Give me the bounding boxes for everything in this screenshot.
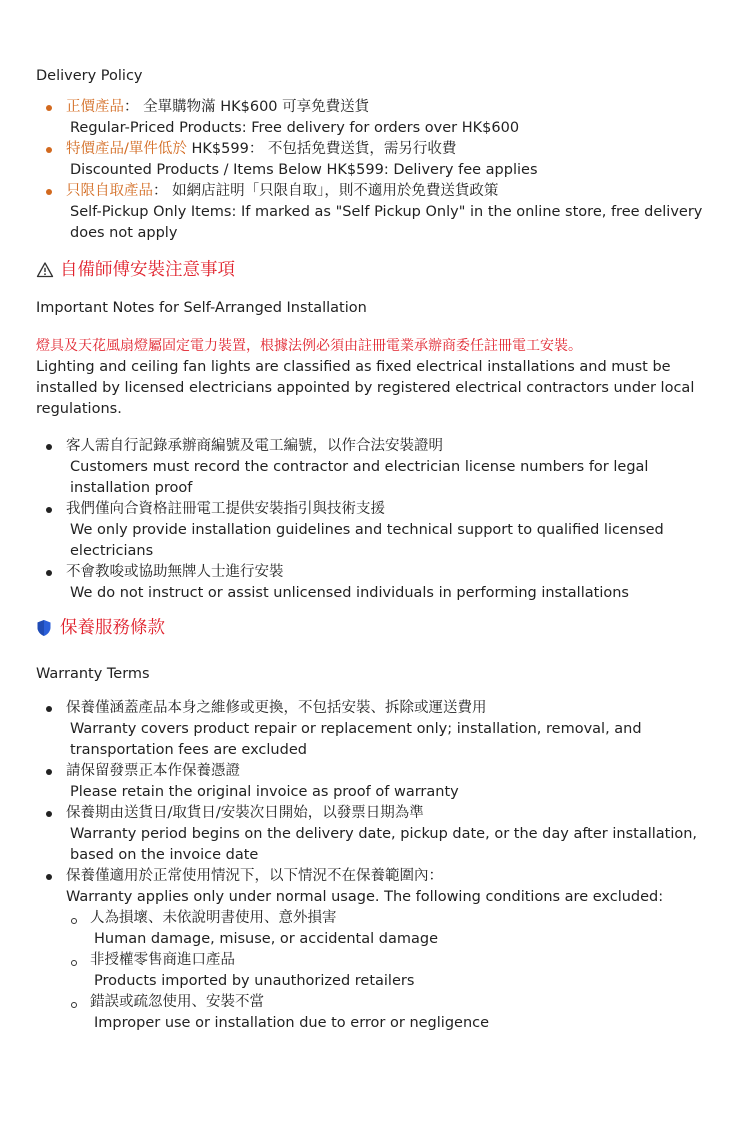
list-item: [36, 562, 714, 604]
item-zh: 如網店註明「只限自取」，則不適用於免費送貨政策: [172, 183, 499, 199]
list-item: [66, 950, 714, 992]
item-zh: 保養僅涵蓋產品本身之維修或更換，不包括安裝、拆除或運送費用: [66, 700, 487, 716]
item-en: Self-Pickup Only Items: If marked as "Self Pickup Only" in the online store, free delivery does not apply: [70, 204, 703, 241]
installation-list: [36, 436, 714, 604]
sub-item-zh: 人為損壞、未依說明書使用、意外損害: [90, 910, 337, 926]
sub-item-en: Human damage, misuse, or accidental damage: [94, 931, 438, 947]
item-en: Please retain the original invoice as proof of warranty: [70, 784, 459, 800]
delivery-policy-title: Delivery Policy: [36, 68, 143, 84]
item-zh: 不會教唆或協助無牌人士進行安裝: [66, 564, 284, 580]
item-zh: HK$599： 不包括免費送貨，需另行收費: [191, 141, 457, 157]
list-item: [36, 139, 714, 181]
installation-section: [36, 258, 714, 604]
installation-legal-note-en: Lighting and ceiling fan lights are classified as fixed electrical installations and must be installed by licensed electricians appointed by registered electrical contractors under local regulations.: [36, 359, 695, 417]
sub-item-zh: 錯誤或疏忽使用、安裝不當: [90, 994, 264, 1010]
list-item: [36, 181, 714, 244]
delivery-policy-list: [36, 97, 714, 244]
list-item: [36, 97, 714, 139]
list-item: [36, 866, 714, 1034]
item-en: We only provide installation guidelines and technical support to qualified licensed electricians: [70, 522, 664, 559]
conditions-en: Warranty applies only under normal usage. The following conditions are excluded:: [66, 889, 664, 905]
item-label: 正價產品: [66, 99, 124, 115]
item-separator: ：: [153, 183, 173, 199]
warranty-heading: [36, 616, 714, 640]
item-zh: 客人需自行記錄承辦商編號及電工編號，以作合法安裝證明: [66, 438, 443, 454]
item-zh: 保養期由送貨日/取貨日/安裝次日開始，以發票日期為準: [66, 805, 424, 821]
list-item: [36, 436, 714, 499]
warranty-subtitle: Warranty Terms: [36, 666, 150, 682]
item-en: Warranty period begins on the delivery date, pickup date, or the day after installation, based on the invoice date: [70, 826, 698, 863]
item-en: We do not instruct or assist unlicensed individuals in performing installations: [70, 585, 629, 601]
item-zh: 請保留發票正本作保養憑證: [66, 763, 240, 779]
item-en: Customers must record the contractor and electrician license numbers for legal installation proof: [70, 459, 649, 496]
item-en: Discounted Products / Items Below HK$599: Delivery fee applies: [70, 162, 538, 178]
exclusions-list: [66, 908, 714, 1034]
conditions-zh: 保養僅適用於正常使用情況下，以下情況不在保養範圍內：: [66, 868, 443, 884]
item-separator: ：: [124, 99, 144, 115]
warranty-section: [36, 616, 714, 1034]
list-item: [66, 908, 714, 950]
sub-item-en: Improper use or installation due to error or negligence: [94, 1015, 490, 1031]
installation-heading: [36, 258, 714, 282]
item-zh: 全單購物滿 HK$600 可享免費送貨: [143, 99, 370, 115]
list-item: [36, 499, 714, 562]
installation-heading-text: 自備師傅安裝注意事項: [60, 260, 235, 280]
sub-item-zh: 非授權零售商進口產品: [90, 952, 235, 968]
warning-icon: [36, 261, 54, 279]
list-item: [36, 761, 714, 803]
item-label: 只限自取產品: [66, 183, 153, 199]
item-en: Regular-Priced Products: Free delivery for orders over HK$600: [70, 120, 520, 136]
installation-subtitle: Important Notes for Self-Arranged Installation: [36, 300, 367, 316]
delivery-policy-section: [36, 66, 714, 244]
item-zh: 我們僅向合資格註冊電工提供安裝指引與技術支援: [66, 501, 385, 517]
item-en: Warranty covers product repair or replacement only; installation, removal, and transportation fees are excluded: [70, 721, 642, 758]
warranty-heading-text: 保養服務條款: [60, 618, 165, 638]
sub-item-en: Products imported by unauthorized retailers: [94, 973, 415, 989]
item-label: 特價產品/單件低於: [66, 141, 187, 157]
list-item: [36, 803, 714, 866]
shield-icon: [36, 619, 54, 637]
list-item: [66, 992, 714, 1034]
installation-legal-note-zh: 燈具及天花風扇燈屬固定電力裝置，根據法例必須由註冊電業承辦商委任註冊電工安裝。: [36, 338, 582, 354]
list-item: [36, 698, 714, 761]
warranty-list: [36, 698, 714, 1034]
